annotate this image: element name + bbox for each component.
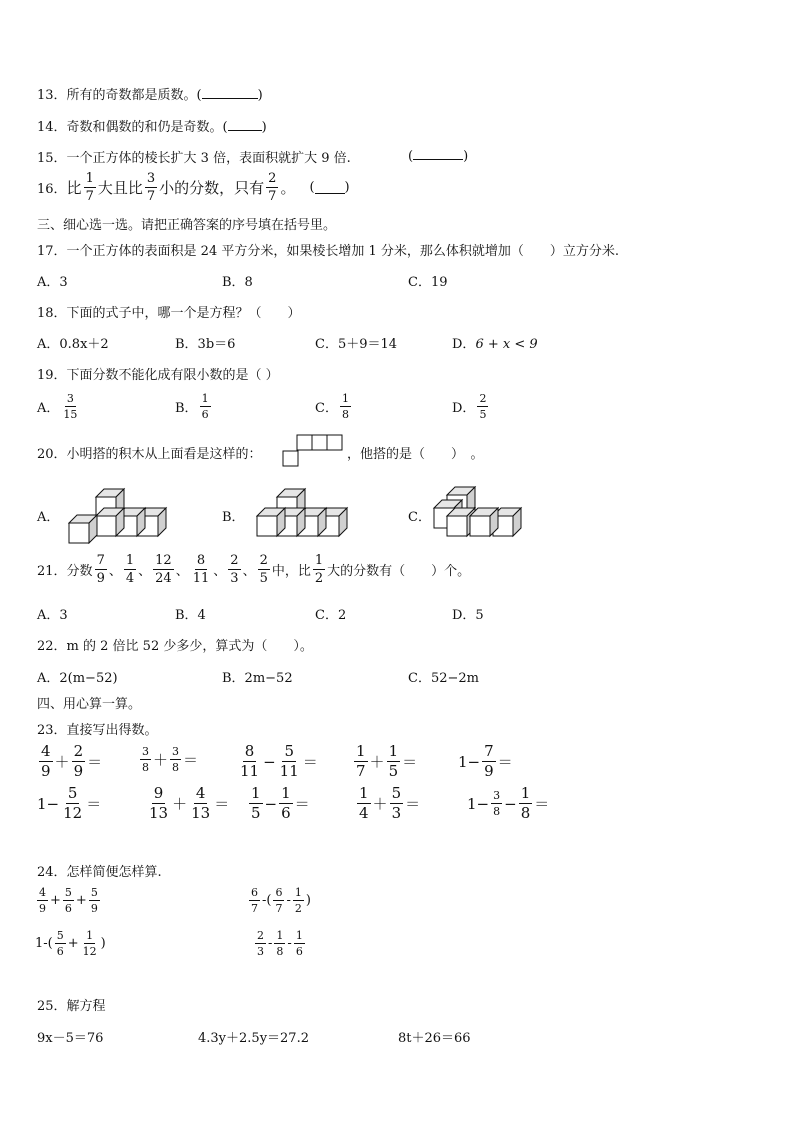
q14-text: 奇数和偶数的和仍是奇数。( [66, 120, 228, 135]
q22-option-a[interactable]: A．2(m−52) [37, 671, 118, 686]
section-3-heading: 三、细心选一选。请把正确答案的序号填在括号里。 [37, 218, 337, 233]
q16-fraction-2: $\frac{3}{7}$ [146, 171, 156, 204]
calc-1-1: $\frac{4}{9}$ ＋ $\frac{2}{9}$ ＝ [41, 742, 103, 780]
q21-fraction-2: $\frac{1}{4}$ [125, 553, 135, 586]
q13-text: 所有的奇数都是质数。( [66, 88, 202, 103]
q21-fraction-4: $\frac{8}{11}$ [192, 553, 210, 586]
q21-fraction-6: $\frac{2}{5}$ [259, 553, 268, 586]
q19-number: 19． [37, 368, 67, 383]
q15-answer-blank[interactable] [413, 147, 463, 160]
q16-text-4: 。 [280, 179, 296, 197]
q19-option-c-fraction: $\frac{1}{8}$ [341, 392, 349, 421]
q16-answer-blank[interactable] [315, 181, 345, 194]
q21-separator: 、 [175, 564, 189, 579]
q21-text-2: 中，比 [271, 564, 311, 579]
q20-text-2: ，他搭的是（ ） 。 [347, 447, 484, 462]
q21-fraction-5: $\frac{2}{3}$ [230, 553, 239, 586]
q16-text-3: 小的分数，只有 [159, 179, 265, 197]
q24-expr-2: $\frac{6}{7}$ -( $\frac{6}{7}$ - $\frac{1}{2}$ ) [251, 886, 311, 915]
q19-option-a-label: A． [37, 401, 60, 416]
q21-separator: 、 [242, 564, 256, 579]
q18-option-b[interactable]: B．3b＝6 [175, 337, 236, 352]
q21-option-a[interactable]: A．3 [37, 608, 68, 623]
q20-option-b[interactable]: B． [222, 510, 245, 525]
q19-text: 下面分数不能化成有限小数的是（ ） [66, 368, 279, 383]
q15-number: 15． [37, 151, 67, 166]
q24-expr-1: $\frac{4}{9}$ + $\frac{5}{6}$ + $\frac{5}{9}$ [39, 886, 98, 915]
q24-expr-3: 1-( $\frac{5}{6}$ + $\frac{1}{12}$ ) [35, 929, 106, 958]
q13-answer-blank[interactable] [202, 86, 258, 99]
q16-close-paren: ) [344, 180, 350, 195]
question-21 [37, 554, 470, 585]
q21-fraction-1: $\frac{7}{9}$ [96, 553, 105, 586]
q19-option-c-label: C． [315, 401, 338, 416]
q21-separator: 、 [108, 564, 122, 579]
calc-2-3: $\frac{1}{5}$ − $\frac{1}{6}$ ＝ [251, 784, 310, 822]
q18-option-a[interactable]: A．0.8x＋2 [37, 337, 109, 352]
q16-open-paren: ( [309, 180, 315, 195]
section-4-heading: 四、用心算一算。 [37, 697, 142, 712]
q15-text: 一个正方体的棱长扩大 3 倍，表面积就扩大 9 倍. [66, 151, 351, 166]
q20-option-c-blocks [432, 486, 528, 544]
calc-1-5: 1 − $\frac{7}{9}$ ＝ [458, 742, 513, 780]
q20-text: 小明搭的积木从上面看是这样的： [66, 447, 262, 462]
q22-text: m 的 2 倍比 52 少多少，算式为（ ）。 [66, 639, 313, 654]
q17-option-a[interactable]: A．3 [37, 275, 68, 290]
q21-text-1: 分数 [66, 564, 93, 579]
q17-option-b[interactable]: B．8 [222, 275, 253, 290]
q20-option-c[interactable]: C． [408, 510, 431, 525]
q22-option-b[interactable]: B．2m−52 [222, 671, 293, 686]
q16-number: 16． [37, 182, 67, 197]
question-20 [37, 443, 262, 462]
q18-option-c[interactable]: C．5＋9＝14 [315, 337, 398, 352]
q19-option-b-fraction: $\frac{1}{6}$ [201, 392, 209, 421]
q18-option-d-expr: 6 + x < 9 [475, 337, 538, 352]
q21-option-b[interactable]: B．4 [175, 608, 206, 623]
q15-answer [408, 147, 468, 164]
q20-option-a-blocks [68, 486, 168, 544]
q17-text: 一个正方体的表面积是 24 平方分米，如果棱长增加 1 分米，那么体积就增加（ ）立方分米. [66, 244, 620, 259]
question-17 [37, 240, 619, 259]
q16-text-1: 比 [66, 179, 82, 197]
q16-fraction-1: $\frac{1}{7}$ [85, 171, 94, 204]
q24-number: 24． [37, 865, 67, 880]
q24-expr-4: $\frac{2}{3}$ - $\frac{1}{8}$ - $\frac{1}{6}$ [257, 929, 303, 958]
q13-number: 13． [37, 88, 67, 103]
q16-text-2: 大且比 [97, 179, 143, 197]
q19-option-d-fraction: $\frac{2}{5}$ [479, 392, 487, 421]
q17-number: 17． [37, 244, 67, 259]
q21-fraction-3: $\frac{12}{24}$ [155, 553, 172, 586]
calc-2-4: $\frac{1}{4}$ ＋ $\frac{5}{3}$ ＝ [359, 784, 421, 822]
question-18 [37, 302, 301, 321]
q17-option-c[interactable]: C．19 [408, 275, 448, 290]
q20-option-a[interactable]: A． [37, 510, 60, 525]
q18-option-d-label: D． [452, 337, 476, 352]
q25-equation-2: 4.3y＋2.5y＝27.2 [198, 1031, 309, 1046]
q15-open-paren: ( [408, 149, 414, 164]
q21-option-d[interactable]: D．5 [452, 608, 484, 623]
calc-2-2: $\frac{9}{13}$ ＋ $\frac{4}{13}$ ＝ [149, 784, 230, 822]
calc-2-5: 1 − $\frac{3}{8}$ − $\frac{1}{8}$ ＝ [467, 784, 550, 822]
q19-option-d[interactable] [452, 393, 490, 420]
q20-number: 20． [37, 447, 67, 462]
question-15 [37, 147, 351, 166]
q23-text: 直接写出得数。 [66, 723, 158, 738]
calc-2-1: 1 − $\frac{5}{12}$ ＝ [37, 784, 102, 822]
q21-reference-fraction: $\frac{1}{2}$ [314, 553, 324, 586]
q13-close-paren: ) [257, 88, 263, 103]
q22-option-c[interactable]: C．52−2m [408, 671, 479, 686]
q21-text-3: 大的分数有（ ）个。 [327, 564, 471, 579]
question-14 [37, 116, 267, 135]
q25-number: 25． [37, 999, 67, 1014]
q18-text: 下面的式子中，哪一个是方程？（ ） [66, 306, 301, 321]
q14-answer-blank[interactable] [228, 118, 262, 131]
q24-text: 怎样简便怎样算. [66, 865, 162, 880]
q19-option-b[interactable] [175, 393, 213, 420]
question-19 [37, 364, 279, 383]
q21-option-c[interactable]: C．2 [315, 608, 347, 623]
q22-number: 22． [37, 639, 67, 654]
calc-1-4: $\frac{1}{7}$ ＋ $\frac{1}{5}$ ＝ [356, 742, 418, 780]
top-view-diagram [282, 434, 346, 468]
question-23 [37, 719, 158, 738]
q15-close-paren: ) [463, 149, 469, 164]
q19-option-d-label: D． [452, 401, 476, 416]
q21-separator: 、 [213, 564, 227, 579]
q19-option-a[interactable] [37, 393, 81, 420]
question-22 [37, 635, 313, 654]
q14-number: 14． [37, 120, 67, 135]
q14-close-paren: ) [261, 120, 267, 135]
calc-1-2: $\frac{3}{8}$ ＋ $\frac{3}{8}$ ＝ [142, 745, 199, 774]
q18-option-d[interactable] [452, 333, 538, 352]
question-25 [37, 995, 106, 1014]
question-24 [37, 861, 162, 880]
q19-option-a-fraction: $\frac{3}{15}$ [63, 392, 78, 421]
question-16 [37, 172, 350, 203]
q23-number: 23． [37, 723, 67, 738]
q25-text: 解方程 [66, 999, 106, 1014]
q19-option-b-label: B． [175, 401, 198, 416]
q18-number: 18． [37, 306, 67, 321]
q25-equation-3: 8t＋26＝66 [398, 1031, 471, 1046]
q16-fraction-3: $\frac{2}{7}$ [268, 171, 277, 204]
q21-separator: 、 [138, 564, 152, 579]
calc-1-3: $\frac{8}{11}$ − $\frac{5}{11}$ ＝ [240, 742, 318, 780]
q25-equation-1: 9x－5＝76 [37, 1031, 104, 1046]
question-13 [37, 84, 263, 103]
q19-option-c[interactable] [315, 393, 353, 420]
q21-number: 21． [37, 564, 67, 579]
q20-option-b-blocks [256, 486, 350, 544]
